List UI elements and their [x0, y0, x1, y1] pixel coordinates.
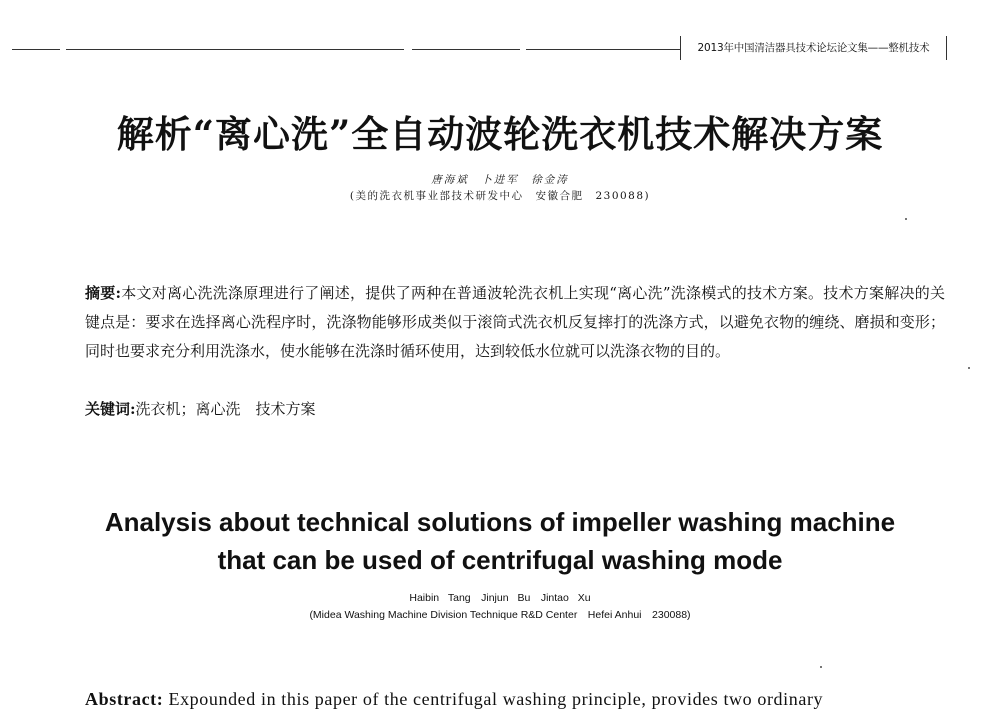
scan-speck — [905, 218, 907, 220]
header-rule-gap — [520, 49, 526, 50]
authors-en: Haibin Tang Jinjun Bu Jintao Xu — [409, 592, 591, 604]
running-header — [0, 36, 1000, 66]
scan-speck — [820, 666, 822, 668]
header-rule — [12, 49, 680, 50]
header-rule-gap — [60, 49, 66, 50]
paper-title-en-line2: that can be used of centrifugal washing mode — [217, 545, 783, 575]
paper-title-zh: 解析“离心洗”全自动波轮洗衣机技术解决方案 — [116, 112, 884, 156]
abstract-en-label: Abstract: — [85, 689, 164, 709]
authors-zh: 唐海斌 卜进军 徐金涛 — [431, 174, 569, 186]
header-rule-gap — [404, 49, 412, 50]
abstract-en-text: Expounded in this paper of the centrifugal washing principle, provides two ordinary — [163, 689, 824, 709]
keywords-zh-text: 洗衣机；离心洗 技术方案 — [135, 400, 316, 418]
abstract-zh — [85, 279, 945, 366]
keywords-zh-label: 关键词: — [85, 400, 136, 418]
keywords-zh — [85, 395, 945, 424]
affiliation-en: (Midea Washing Machine Division Technique R&D Center Hefei Anhui 230088) — [309, 609, 691, 621]
paper-title-en-line1: Analysis about technical solutions of impeller washing machine — [104, 507, 896, 537]
abstract-zh-label: 摘要: — [85, 284, 122, 302]
abstract-en — [85, 689, 945, 710]
abstract-zh-text: 本文对离心洗洗涤原理进行了阐述，提供了两种在普通波轮洗衣机上实现“离心洗”洗涤模式的技术方案。技术方案解决的关键点是：要求在选择离心洗程序时，洗涤物能够形成类似于滚筒式洗衣机反复摔打的洗涤方式，以避免衣物的缠绕、磨损和变形；同时也要求充分利用洗涤水，使水能够在洗涤时循环使用，达到较低水位就可以洗涤衣物的目的。 — [85, 284, 946, 360]
running-title: 2013年中国清洁器具技术论坛论文集——整机技术 — [680, 36, 947, 60]
affiliation-zh: (美的洗衣机事业部技术研发中心 安徽合肥 230088) — [349, 190, 651, 202]
scan-speck — [968, 367, 970, 369]
paper-title-en — [0, 503, 1000, 579]
